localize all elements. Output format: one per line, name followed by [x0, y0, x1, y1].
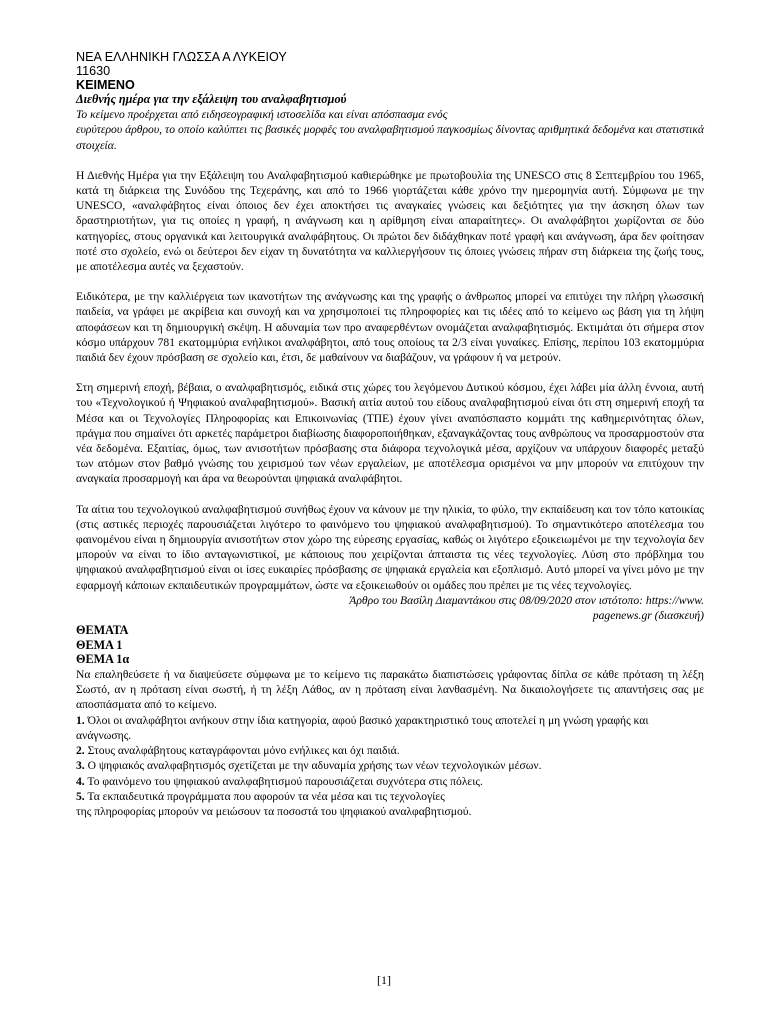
article-title: Διεθνής ημέρα για την εξάλειψη του αναλφαβητισμού: [76, 92, 347, 106]
document-page: [76, 50, 704, 819]
list-item: [76, 774, 704, 789]
item-text: Τα εκπαιδευτικά προγράμματα που αφορούν τα νέα μέσα και τις τεχνολογίες: [87, 789, 445, 803]
item-number: 1.: [76, 713, 85, 727]
page-number: [1]: [377, 973, 391, 987]
source-line-2: pagenews.gr (διασκευή): [592, 609, 704, 623]
item-text: Στους αναλφάβητους καταγράφονται μόνο ενήλικες και όχι παιδιά.: [87, 744, 400, 758]
document-code: 11630: [76, 64, 111, 78]
instructions: Να επαληθεύσετε ή να διαψεύσετε σύμφωνα με το κείμενο τις παρακάτω διαπιστώσεις γράφοντας δίπλα σε κάθε πρόταση τη λέξη Σωστό, αν η πρόταση είναι σωστή, ή τη λέξη Λάθος, αν η πρόταση είναι λανθασμένη. Να δικαιολογήσετε τις απαντήσεις σας με αποσπάσματα από το κείμενο.: [76, 668, 704, 712]
source-line-1: Άρθρο του Βασίλη Διαμαντάκου στις 08/09/2020 στον ιστότοπο: https://www.: [349, 593, 704, 607]
topics-heading: ΘΕΜΑΤΑ: [76, 623, 129, 638]
paragraph-1: Η Διεθνής Ημέρα για την Εξάλειψη του Αναλφαβητισμού καθιερώθηκε με πρωτοβουλία της UNESCO στις 8 Σεπτεμβρίου του 1965, κατά τη διάρκεια της Συνόδου της Τεχεράνης, και από το 1966 γιορτάζεται κάθε χρόνο την ημερομηνία αυτή. Σύμφωνα με την UNESCO, «αναλφάβητος είναι όποιος δεν έχει αποκτήσει τις αναγκαίες γνώσεις και δεξιότητες για την άσκηση όλων των δραστηριοτήτων, για τις οποίες η γραφή, η ανάγνωση και η αρίθμηση είναι απαραίτητες». Οι αναλφάβητοι χωρίζονται σε δύο κατηγορίες, στους οργανικά και λειτουργικά αναλφάβητους. Οι πρώτοι δεν διδάχθηκαν ποτέ γραφή και ανάγνωση, άρα δεν φοίτησαν ποτέ στο σχολείο, ενώ οι δεύτεροι δεν είχαν τη δυνατότητα να καλλιεργήσουν τις όποιες γνώσεις πήραν στη διάρκεια της ζωής τους, με αποτέλεσμα αυτές να ξεχαστούν.: [76, 168, 704, 274]
theme-1-heading: ΘΕΜΑ 1: [76, 637, 123, 652]
intro-line-2: ευρύτερου άρθρου, το οποίο καλύπτει τις βασικές μορφές του αναλφαβητισμού παγκοσμίως δίνοντας αριθμητικά δεδομένα και στατιστικά στοιχεία.: [76, 123, 704, 152]
item-text: Όλοι οι αναλφάβητοι ανήκουν στην ίδια κατηγορία, αφού βασικό χαρακτηριστικό τους αποτελεί η μη γνώση γραφής και ανάγνωσης.: [76, 713, 649, 742]
list-item: [76, 743, 704, 758]
item-number: 5.: [76, 789, 85, 803]
list-item-continuation: της πληροφορίας μπορούν να μειώσουν τα ποσοστά του ψηφιακού αναλφαβητισμού.: [76, 804, 472, 818]
item-number: 2.: [76, 744, 85, 758]
paragraph-2: Ειδικότερα, με την καλλιέργεια των ικανοτήτων της ανάγνωσης και της γραφής ο άνθρωπος μπορεί να επιτύχει την πλήρη γλωσσική παιδεία, να γράφει με ακρίβεια και συνοχή και να χρησιμοποιεί τις πληροφορίες και τις ιδέες από το κείμενο ως βάση για τη λήψη αποφάσεων και τη δημιουργική σκέψη. Η αδυναμία των προ αναφερθέντων ονομάζεται αναλφαβητισμός. Εκτιμάται ότι σήμερα στον κόσμο υπάρχουν 781 εκατομμύρια ενήλικοι αναλφάβητοι, από τους οποίους τα 2/3 είναι γυναίκες. Επίσης, περίπου 103 εκατομμύρια παιδιά δεν έχουν πρόσβαση σε σχολείο και, έτσι, δε μαθαίνουν να διαβάζουν, να γράφουν ή να μετρούν.: [76, 290, 704, 365]
document-header: [76, 50, 704, 92]
list-item: [76, 758, 704, 773]
paragraph-3: Στη σημερινή εποχή, βέβαια, ο αναλφαβητισμός, ειδικά στις χώρες του λεγόμενου Δυτικού κόσμου, έχει λάβει μία άλλη έννοια, αυτή του «Τεχνολογικού ή Ψηφιακού αναλφαβητισμού». Βασική αιτία αυτού του είδους αναλφαβητισμού είναι ότι στη σημερινή εποχή τα Μέσα και οι Τεχνολογίες Πληροφορίας και Επικοινωνίας (ΤΠΕ) έχουν γίνει αναπόσπαστο κομμάτι της καθημερινότητας όλων, πράγμα που σημαίνει ότι αρκετές παράμετροι διαβίωσης διαφοροποιήθηκαν, εξαναγκάζοντας τους ανθρώπους να προσαρμοστούν στα νέα δεδομένα. Εξαιτίας, όμως, των ανισοτήτων πρόσβασης στα διάφορα τεχνολογικά μέσα, αρχίζουν να υπάρχουν διαφορές μεταξύ των ατόμων στον βαθμό γνώσης του χειρισμού των νέων εργαλείων, με αποτέλεσμα ορισμένοι να μην μπορούν να επιτύχουν την αναγκαία προσαρμογή και άρα να θεωρούνται ψηφιακά αναλφάβητοι.: [76, 381, 704, 486]
list-item: [76, 789, 704, 804]
section-label: ΚΕΙΜΕΝΟ: [76, 78, 135, 92]
list-item: [76, 713, 704, 743]
paragraph-4: Τα αίτια του τεχνολογικού αναλφαβητισμού συνήθως έχουν να κάνουν με την ηλικία, το φύλο, την εκπαίδευση και τον τόπο κατοικίας (στις αστικές περιοχές παρουσιάζεται λιγότερο το φαινόμενο του ψηφιακού αναλφαβητισμού). Το σημαντικότερο αποτέλεσμα του φαινομένου είναι η δημιουργία ανισοτήτων στον χώρο της εύρεσης εργασίας, καθώς οι λιγότερο εξοικειωμένοι με την τεχνολογία δεν μπορούν να είναι το ίδιο ανταγωνιστικοί, με κάποιους που χειρίζονται άπταιστα τις νέες τεχνολογίες. Λύση στο πρόβλημα του ψηφιακού αναλφαβητισμού είναι οι ίσες ευκαιρίες πρόσβασης σε ψηφιακά εργαλεία και εξοπλισμό. Αυτό μπορεί να γίνει μόνο με την εφαρμογή κάποιων εκπαιδευτικών προγραμμάτων, ώστε να εξοικειωθούν οι ομάδες που πρέπει με τις νέες τεχνολογίες.: [76, 502, 704, 592]
item-number: 3.: [76, 759, 85, 773]
item-text: Ο ψηφιακός αναλφαβητισμός σχετίζεται με την αδυναμία χρήσης των νέων τεχνολογικών μέσων.: [87, 759, 542, 773]
item-number: 4.: [76, 774, 85, 788]
intro-line-1: Το κείμενο προέρχεται από ειδησεογραφική ιστοσελίδα και είναι απόσπασμα ενός: [76, 108, 448, 122]
theme-1a-heading: ΘΕΜΑ 1α: [76, 652, 130, 667]
item-text: Το φαινόμενο του ψηφιακού αναλφαβητισμού παρουσιάζεται συχνότερα στις πόλεις.: [87, 774, 483, 788]
course-title: ΝΕΑ ΕΛΛΗΝΙΚΗ ΓΛΩΣΣΑ Α ΛΥΚΕΙΟΥ: [76, 50, 287, 64]
